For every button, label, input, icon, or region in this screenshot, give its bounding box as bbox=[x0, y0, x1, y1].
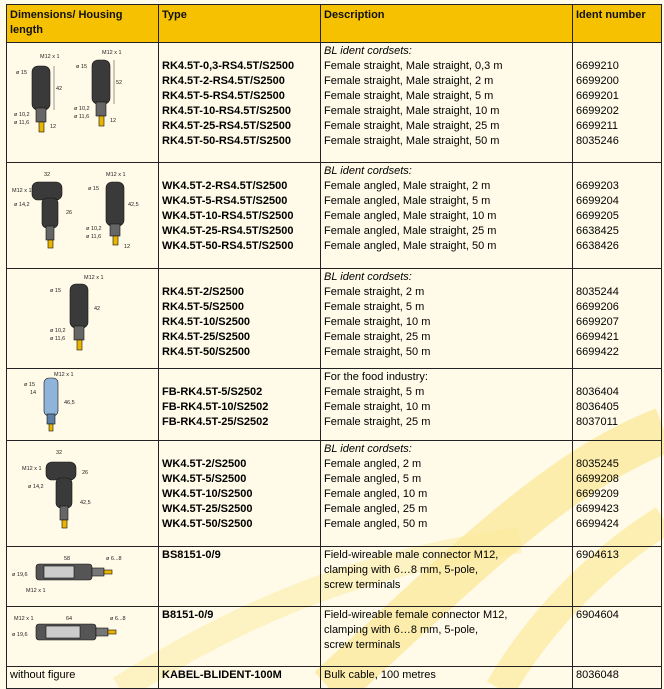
ident-text: 8036404 bbox=[576, 386, 619, 398]
ident-text: 6699204 bbox=[576, 195, 619, 207]
header-description: Description bbox=[321, 5, 573, 43]
ident-text: 6699205 bbox=[576, 210, 619, 222]
desc-text: Female straight, 5 m bbox=[324, 386, 425, 398]
fig-label: 32 bbox=[56, 450, 63, 456]
type-text: BS8151-0/9 bbox=[162, 549, 221, 561]
header-dimensions: Dimensions/ Housing length bbox=[7, 5, 159, 43]
description-cell bbox=[321, 607, 573, 667]
type-text: WK4.5T-10-RS4.5T/S2500 bbox=[162, 210, 294, 222]
table-row-group bbox=[7, 43, 662, 163]
desc-text: Field-wireable male connector M12, bbox=[324, 549, 499, 561]
fig-label: ø 14,2 bbox=[14, 202, 30, 208]
description-cell bbox=[321, 369, 573, 441]
desc-text: Female straight, 10 m bbox=[324, 316, 431, 328]
type-text: WK4.5T-2/S2500 bbox=[162, 458, 247, 470]
fig-label: ø 11,6 bbox=[86, 234, 102, 240]
fig-label: 26 bbox=[66, 210, 73, 216]
ident-cell bbox=[573, 43, 662, 163]
ident-text: 6699201 bbox=[576, 90, 619, 102]
fig-label: ø 11,6 bbox=[74, 114, 90, 120]
ident-text: 6699209 bbox=[576, 488, 619, 500]
desc-text: Female angled, 5 m bbox=[324, 473, 422, 485]
fig-label: 42 bbox=[56, 86, 63, 92]
group-heading: BL ident cordsets: bbox=[324, 443, 412, 455]
type-cell bbox=[159, 441, 321, 547]
figure-cell bbox=[7, 163, 159, 269]
fig-label: 46,5 bbox=[64, 400, 75, 406]
ident-text: 6699208 bbox=[576, 473, 619, 485]
header-ident-number: Ident number bbox=[573, 5, 662, 43]
figure-cell bbox=[7, 607, 159, 667]
type-text: WK4.5T-5-RS4.5T/S2500 bbox=[162, 195, 288, 207]
type-text: RK4.5T-2/S2500 bbox=[162, 286, 244, 298]
group-heading: BL ident cordsets: bbox=[324, 271, 412, 283]
fig-label: ø 19,6 bbox=[12, 572, 28, 578]
fig-label: ø 19,6 bbox=[12, 632, 28, 638]
group-heading: For the food industry: bbox=[324, 371, 428, 383]
ident-cell: 8036048 bbox=[573, 667, 662, 689]
ident-text: 6699424 bbox=[576, 518, 619, 530]
ident-text: 8035246 bbox=[576, 135, 619, 147]
fig-label: M12 x 1 bbox=[84, 275, 104, 281]
fig-label: ø 11,6 bbox=[14, 120, 30, 126]
desc-text: Female straight, 25 m bbox=[324, 331, 431, 343]
desc-text: Field-wireable female connector M12, bbox=[324, 609, 508, 621]
desc-text: Female angled, 25 m bbox=[324, 503, 428, 515]
figure-cell bbox=[7, 369, 159, 441]
table-row-group bbox=[7, 547, 662, 607]
type-text: WK4.5T-50-RS4.5T/S2500 bbox=[162, 240, 294, 252]
fig-label: ø 6...8 bbox=[106, 556, 122, 562]
type-text: WK4.5T-5/S2500 bbox=[162, 473, 247, 485]
ident-text: 6699423 bbox=[576, 503, 619, 515]
fig-label: M12 x 1 bbox=[40, 54, 60, 60]
table-row-group bbox=[7, 269, 662, 369]
type-text: RK4.5T-10/S2500 bbox=[162, 316, 251, 328]
figure-cell: without figure bbox=[7, 667, 159, 689]
type-text: RK4.5T-0,3-RS4.5T/S2500 bbox=[162, 60, 295, 72]
ident-cell bbox=[573, 163, 662, 269]
type-text: WK4.5T-25-RS4.5T/S2500 bbox=[162, 225, 294, 237]
ident-cell bbox=[573, 547, 662, 607]
fig-label: 12 bbox=[124, 244, 131, 250]
ident-text: 8035245 bbox=[576, 458, 619, 470]
description-cell bbox=[321, 163, 573, 269]
ident-text: 6699422 bbox=[576, 346, 619, 358]
description-cell bbox=[321, 269, 573, 369]
desc-text: Female straight, Male straight, 0,3 m bbox=[324, 60, 503, 72]
fig-label: 64 bbox=[66, 616, 73, 622]
desc-text: Female straight, Male straight, 2 m bbox=[324, 75, 494, 87]
type-cell bbox=[159, 547, 321, 607]
fig-label: 52 bbox=[116, 80, 123, 86]
description-cell: Bulk cable, 100 metres bbox=[321, 667, 573, 689]
group-heading: BL ident cordsets: bbox=[324, 45, 412, 57]
desc-text: Female straight, 25 m bbox=[324, 416, 431, 428]
fig-label: 42 bbox=[94, 306, 101, 312]
fb-rk-food-drawing bbox=[10, 370, 154, 434]
fig-label: ø 10,2 bbox=[14, 112, 30, 118]
fig-label: 58 bbox=[64, 556, 71, 562]
fig-label: 32 bbox=[44, 172, 51, 178]
type-text: RK4.5T-5-RS4.5T/S2500 bbox=[162, 90, 285, 102]
desc-text: Female straight, Male straight, 25 m bbox=[324, 120, 500, 132]
desc-text: Female angled, 50 m bbox=[324, 518, 428, 530]
figure-cell bbox=[7, 43, 159, 163]
type-cell bbox=[159, 43, 321, 163]
fig-label: 42,5 bbox=[128, 202, 139, 208]
fig-label: ø 10,2 bbox=[50, 328, 66, 334]
fig-label: 26 bbox=[82, 470, 89, 476]
fig-label: ø 14,2 bbox=[28, 484, 44, 490]
type-cell bbox=[159, 607, 321, 667]
ident-text: 8037011 bbox=[576, 416, 619, 428]
type-text: RK4.5T-25-RS4.5T/S2500 bbox=[162, 120, 292, 132]
type-text: FB-RK4.5T-25/S2502 bbox=[162, 416, 269, 428]
fig-label: 14 bbox=[30, 390, 37, 396]
ident-text: 8036405 bbox=[576, 401, 619, 413]
type-text: WK4.5T-50/S2500 bbox=[162, 518, 253, 530]
product-table bbox=[6, 4, 662, 689]
type-cell bbox=[159, 163, 321, 269]
desc-text: Female straight, Male straight, 10 m bbox=[324, 105, 500, 117]
table-row-group bbox=[7, 607, 662, 667]
fig-label: ø 15 bbox=[76, 64, 88, 70]
type-text: WK4.5T-25/S2500 bbox=[162, 503, 253, 515]
desc-text: Female angled, Male straight, 25 m bbox=[324, 225, 497, 237]
description-cell bbox=[321, 441, 573, 547]
ident-text: 6699207 bbox=[576, 316, 619, 328]
header-type: Type bbox=[159, 5, 321, 43]
type-text: RK4.5T-50/S2500 bbox=[162, 346, 251, 358]
ident-text: 6699202 bbox=[576, 105, 619, 117]
table-row-group bbox=[7, 369, 662, 441]
ident-cell bbox=[573, 269, 662, 369]
type-cell bbox=[159, 269, 321, 369]
wk-angled-drawing bbox=[10, 442, 154, 540]
ident-text: 6699211 bbox=[576, 120, 619, 132]
rk-pair-straight-drawing bbox=[10, 44, 154, 156]
desc-text: screw terminals bbox=[324, 639, 401, 651]
type-text: RK4.5T-50-RS4.5T/S2500 bbox=[162, 135, 292, 147]
desc-text: screw terminals bbox=[324, 579, 401, 591]
type-text: B8151-0/9 bbox=[162, 609, 214, 621]
table-header-row bbox=[7, 5, 662, 43]
fig-label: ø 11,6 bbox=[50, 336, 66, 342]
fig-label: M12 x 1 bbox=[14, 616, 34, 622]
description-cell bbox=[321, 43, 573, 163]
figure-cell bbox=[7, 441, 159, 547]
fig-label: ø 15 bbox=[88, 186, 100, 192]
type-cell bbox=[159, 369, 321, 441]
table-row bbox=[7, 667, 662, 689]
table-row-group bbox=[7, 163, 662, 269]
fig-label: M12 x 1 bbox=[12, 188, 32, 194]
figure-cell bbox=[7, 269, 159, 369]
ident-text: 6904604 bbox=[576, 609, 619, 621]
fig-label: 42,5 bbox=[80, 500, 91, 506]
type-text: RK4.5T-5/S2500 bbox=[162, 301, 244, 313]
desc-text: Female straight, 50 m bbox=[324, 346, 431, 358]
fig-label: M12 x 1 bbox=[22, 466, 42, 472]
figure-cell bbox=[7, 547, 159, 607]
desc-text: Female straight, 2 m bbox=[324, 286, 425, 298]
desc-text: Female straight, 10 m bbox=[324, 401, 431, 413]
fig-label: M12 x 1 bbox=[54, 372, 74, 378]
fig-label: ø 6...8 bbox=[110, 616, 126, 622]
desc-text: Female straight, Male straight, 50 m bbox=[324, 135, 500, 147]
type-text: WK4.5T-10/S2500 bbox=[162, 488, 253, 500]
fig-label: M12 x 1 bbox=[26, 588, 46, 594]
type-cell: KABEL-BLIDENT-100M bbox=[159, 667, 321, 689]
fig-label: 12 bbox=[110, 118, 117, 124]
desc-text: Female angled, Male straight, 2 m bbox=[324, 180, 491, 192]
desc-text: Female straight, 5 m bbox=[324, 301, 425, 313]
fig-label: ø 15 bbox=[50, 288, 62, 294]
fig-label: ø 15 bbox=[24, 382, 36, 388]
type-text: RK4.5T-25/S2500 bbox=[162, 331, 251, 343]
ident-text: 6638426 bbox=[576, 240, 619, 252]
desc-text: Female angled, Male straight, 50 m bbox=[324, 240, 497, 252]
fig-label: ø 10,2 bbox=[86, 226, 102, 232]
description-cell bbox=[321, 547, 573, 607]
type-text: WK4.5T-2-RS4.5T/S2500 bbox=[162, 180, 288, 192]
bs8151-drawing bbox=[10, 548, 154, 600]
fig-label: ø 10,2 bbox=[74, 106, 90, 112]
type-text: RK4.5T-10-RS4.5T/S2500 bbox=[162, 105, 292, 117]
ident-text: 6904613 bbox=[576, 549, 619, 561]
ident-text: 6699210 bbox=[576, 60, 619, 72]
fig-label: M12 x 1 bbox=[102, 50, 122, 56]
b8151-drawing bbox=[10, 608, 154, 660]
rk-straight-drawing bbox=[10, 270, 154, 362]
desc-text: clamping with 6…8 mm, 5-pole, bbox=[324, 564, 479, 576]
desc-text: Female straight, Male straight, 5 m bbox=[324, 90, 494, 102]
desc-text: Female angled, 10 m bbox=[324, 488, 428, 500]
table-row-group bbox=[7, 441, 662, 547]
ident-cell bbox=[573, 441, 662, 547]
fig-label: ø 15 bbox=[16, 70, 28, 76]
ident-text: 6699421 bbox=[576, 331, 619, 343]
fig-label: 12 bbox=[50, 124, 57, 130]
ident-text: 6699200 bbox=[576, 75, 619, 87]
ident-text: 8035244 bbox=[576, 286, 619, 298]
desc-text: Female angled, Male straight, 10 m bbox=[324, 210, 497, 222]
desc-text: Female angled, 2 m bbox=[324, 458, 422, 470]
fig-label: M12 x 1 bbox=[106, 172, 126, 178]
type-text: FB-RK4.5T-10/S2502 bbox=[162, 401, 269, 413]
ident-text: 6699203 bbox=[576, 180, 619, 192]
group-heading: BL ident cordsets: bbox=[324, 165, 412, 177]
wk-angled-straight-drawing bbox=[10, 164, 154, 262]
ident-cell bbox=[573, 369, 662, 441]
ident-text: 6638425 bbox=[576, 225, 619, 237]
desc-text: clamping with 6…8 mm, 5-pole, bbox=[324, 624, 479, 636]
type-text: RK4.5T-2-RS4.5T/S2500 bbox=[162, 75, 285, 87]
ident-text: 6699206 bbox=[576, 301, 619, 313]
desc-text: Female angled, Male straight, 5 m bbox=[324, 195, 491, 207]
ident-cell bbox=[573, 607, 662, 667]
type-text: FB-RK4.5T-5/S2502 bbox=[162, 386, 263, 398]
